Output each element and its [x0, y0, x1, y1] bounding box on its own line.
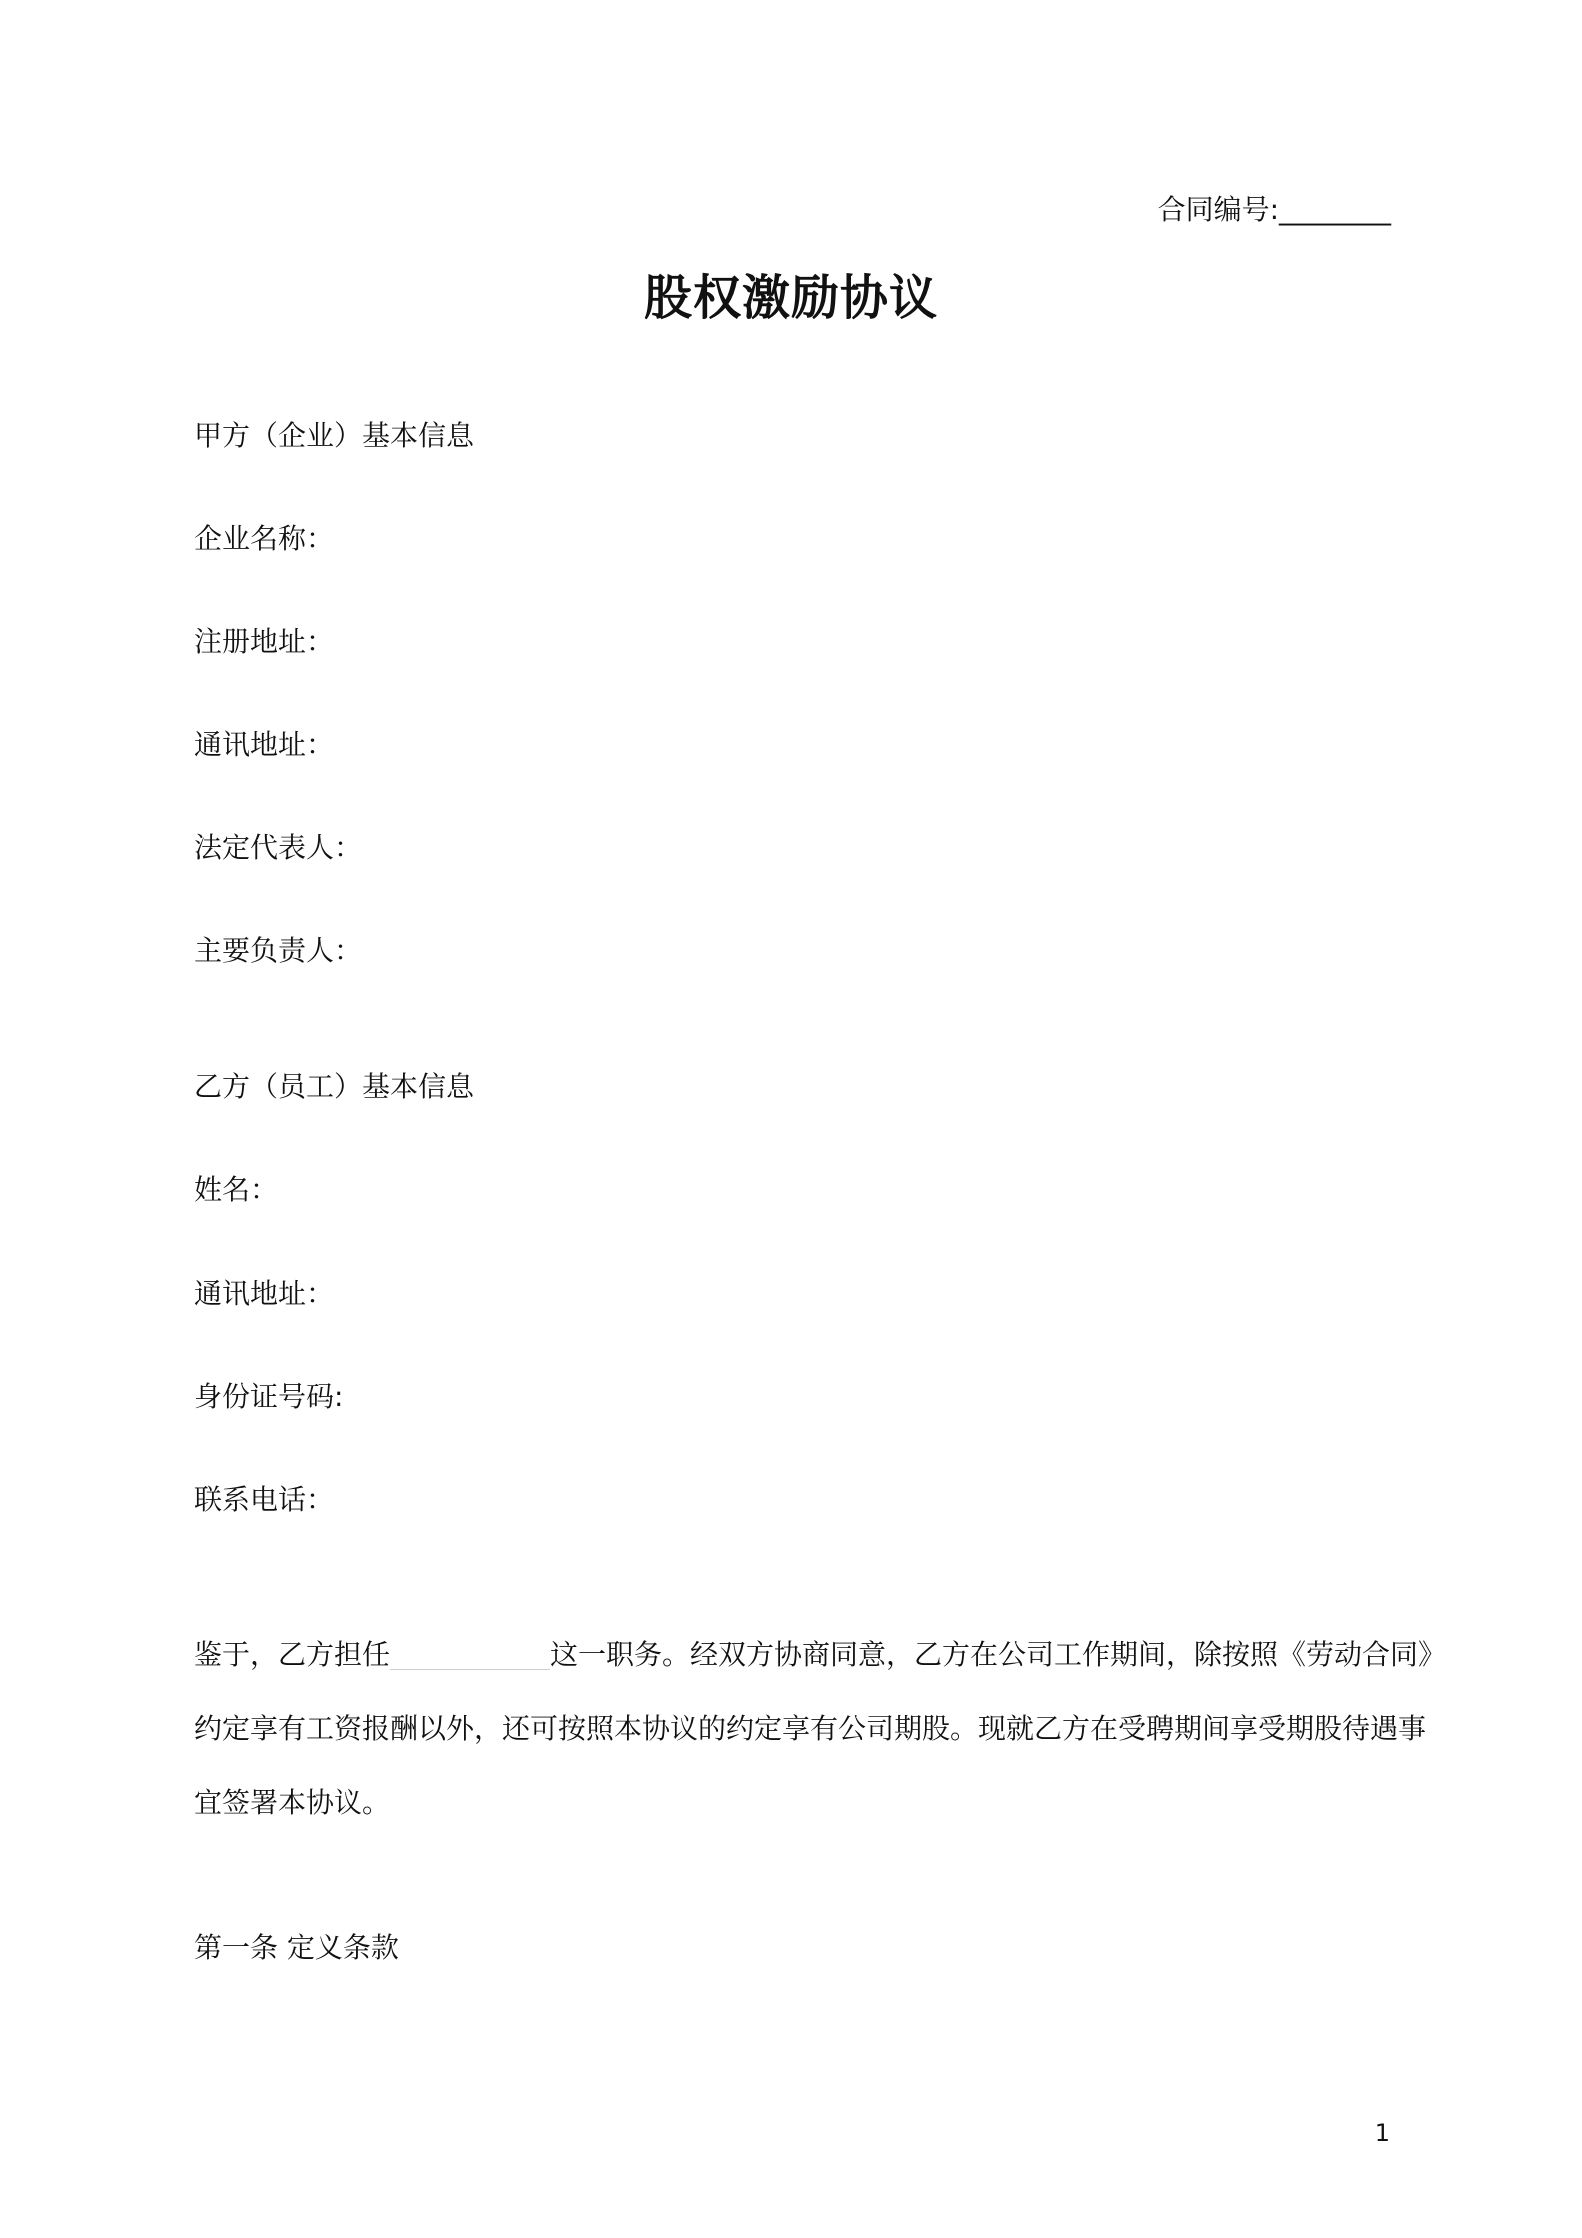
article-1-heading: 第一条 定义条款 [194, 1931, 399, 1964]
party-b-mailing-address-label: 通讯地址： [194, 1277, 335, 1310]
preamble-line-1-end: 这一职务。经双方协商同意，乙方在公司工作期间，除按照《劳动合同》 [550, 1638, 1447, 1671]
preamble-line-2: 约定享有工资报酬以外，还可按照本协议的约定享有公司期股。现就乙方在受聘期间享受期股待遇事 [194, 1712, 1427, 1745]
principal-label: 主要负责人： [194, 934, 363, 967]
preamble-line-1 [194, 1618, 1447, 1692]
id-number-label: 身份证号码: [194, 1380, 344, 1413]
registered-address-label: 注册地址： [194, 625, 335, 658]
position-blank [390, 1639, 550, 1670]
party-a-heading: 甲方（企业）基本信息 [194, 419, 475, 452]
party-b-heading: 乙方（员工）基本信息 [194, 1070, 475, 1103]
legal-representative-label: 法定代表人： [194, 831, 363, 864]
document-title: 股权激励协议 [643, 270, 938, 326]
preamble-line-1-start: 鉴于，乙方担任 [194, 1638, 391, 1671]
name-label: 姓名： [194, 1173, 279, 1206]
party-a-mailing-address-label: 通讯地址： [194, 728, 335, 761]
page-number: 1 [1374, 2119, 1390, 2147]
contract-number-label: 合同编号:________ [1157, 193, 1391, 226]
preamble-paragraph [194, 1618, 1447, 1840]
company-name-label: 企业名称： [194, 522, 335, 555]
phone-label: 联系电话： [194, 1483, 335, 1516]
preamble-line-3: 宜签署本协议。 [194, 1786, 391, 1819]
